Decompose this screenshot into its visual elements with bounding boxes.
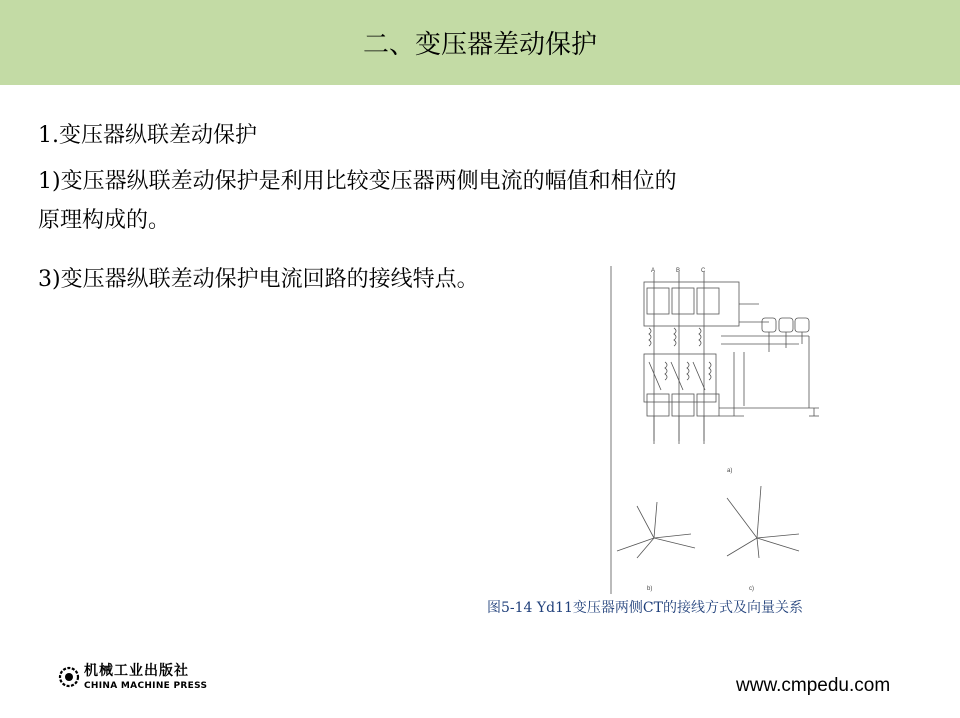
ct-wiring-diagram-svg bbox=[609, 266, 821, 594]
figure-caption: 图5-14 Yd11变压器两侧CT的接线方式及向量关系 bbox=[487, 600, 803, 616]
publisher-name-cn: 机械工业出版社 bbox=[84, 663, 189, 679]
ct-wiring-diagram bbox=[609, 266, 821, 594]
panel-label-b: b) bbox=[647, 586, 653, 592]
publisher-url[interactable]: www.cmpedu.com bbox=[736, 675, 891, 696]
panel-label-a: a) bbox=[727, 468, 733, 474]
phase-label-b: B bbox=[676, 268, 681, 274]
panel-label-c: c) bbox=[749, 586, 754, 592]
gear-logo-icon bbox=[58, 666, 80, 688]
paragraph-line-3: 3)变压器纵联差动保护电流回路的接线特点。 bbox=[38, 267, 479, 292]
publisher-logo bbox=[58, 662, 248, 696]
phase-label-a: A bbox=[651, 268, 656, 274]
publisher-name-en: CHINA MACHINE PRESS bbox=[84, 681, 208, 691]
page-title: 二、变压器差动保护 bbox=[362, 30, 597, 60]
paragraph-line-2: 原理构成的。 bbox=[38, 208, 171, 233]
paragraph-line-1: 1)变压器纵联差动保护是利用比较变压器两侧电流的幅值和相位的 bbox=[38, 169, 677, 194]
phase-label-c: C bbox=[701, 268, 706, 274]
heading-line: 1.变压器纵联差动保护 bbox=[38, 123, 257, 148]
